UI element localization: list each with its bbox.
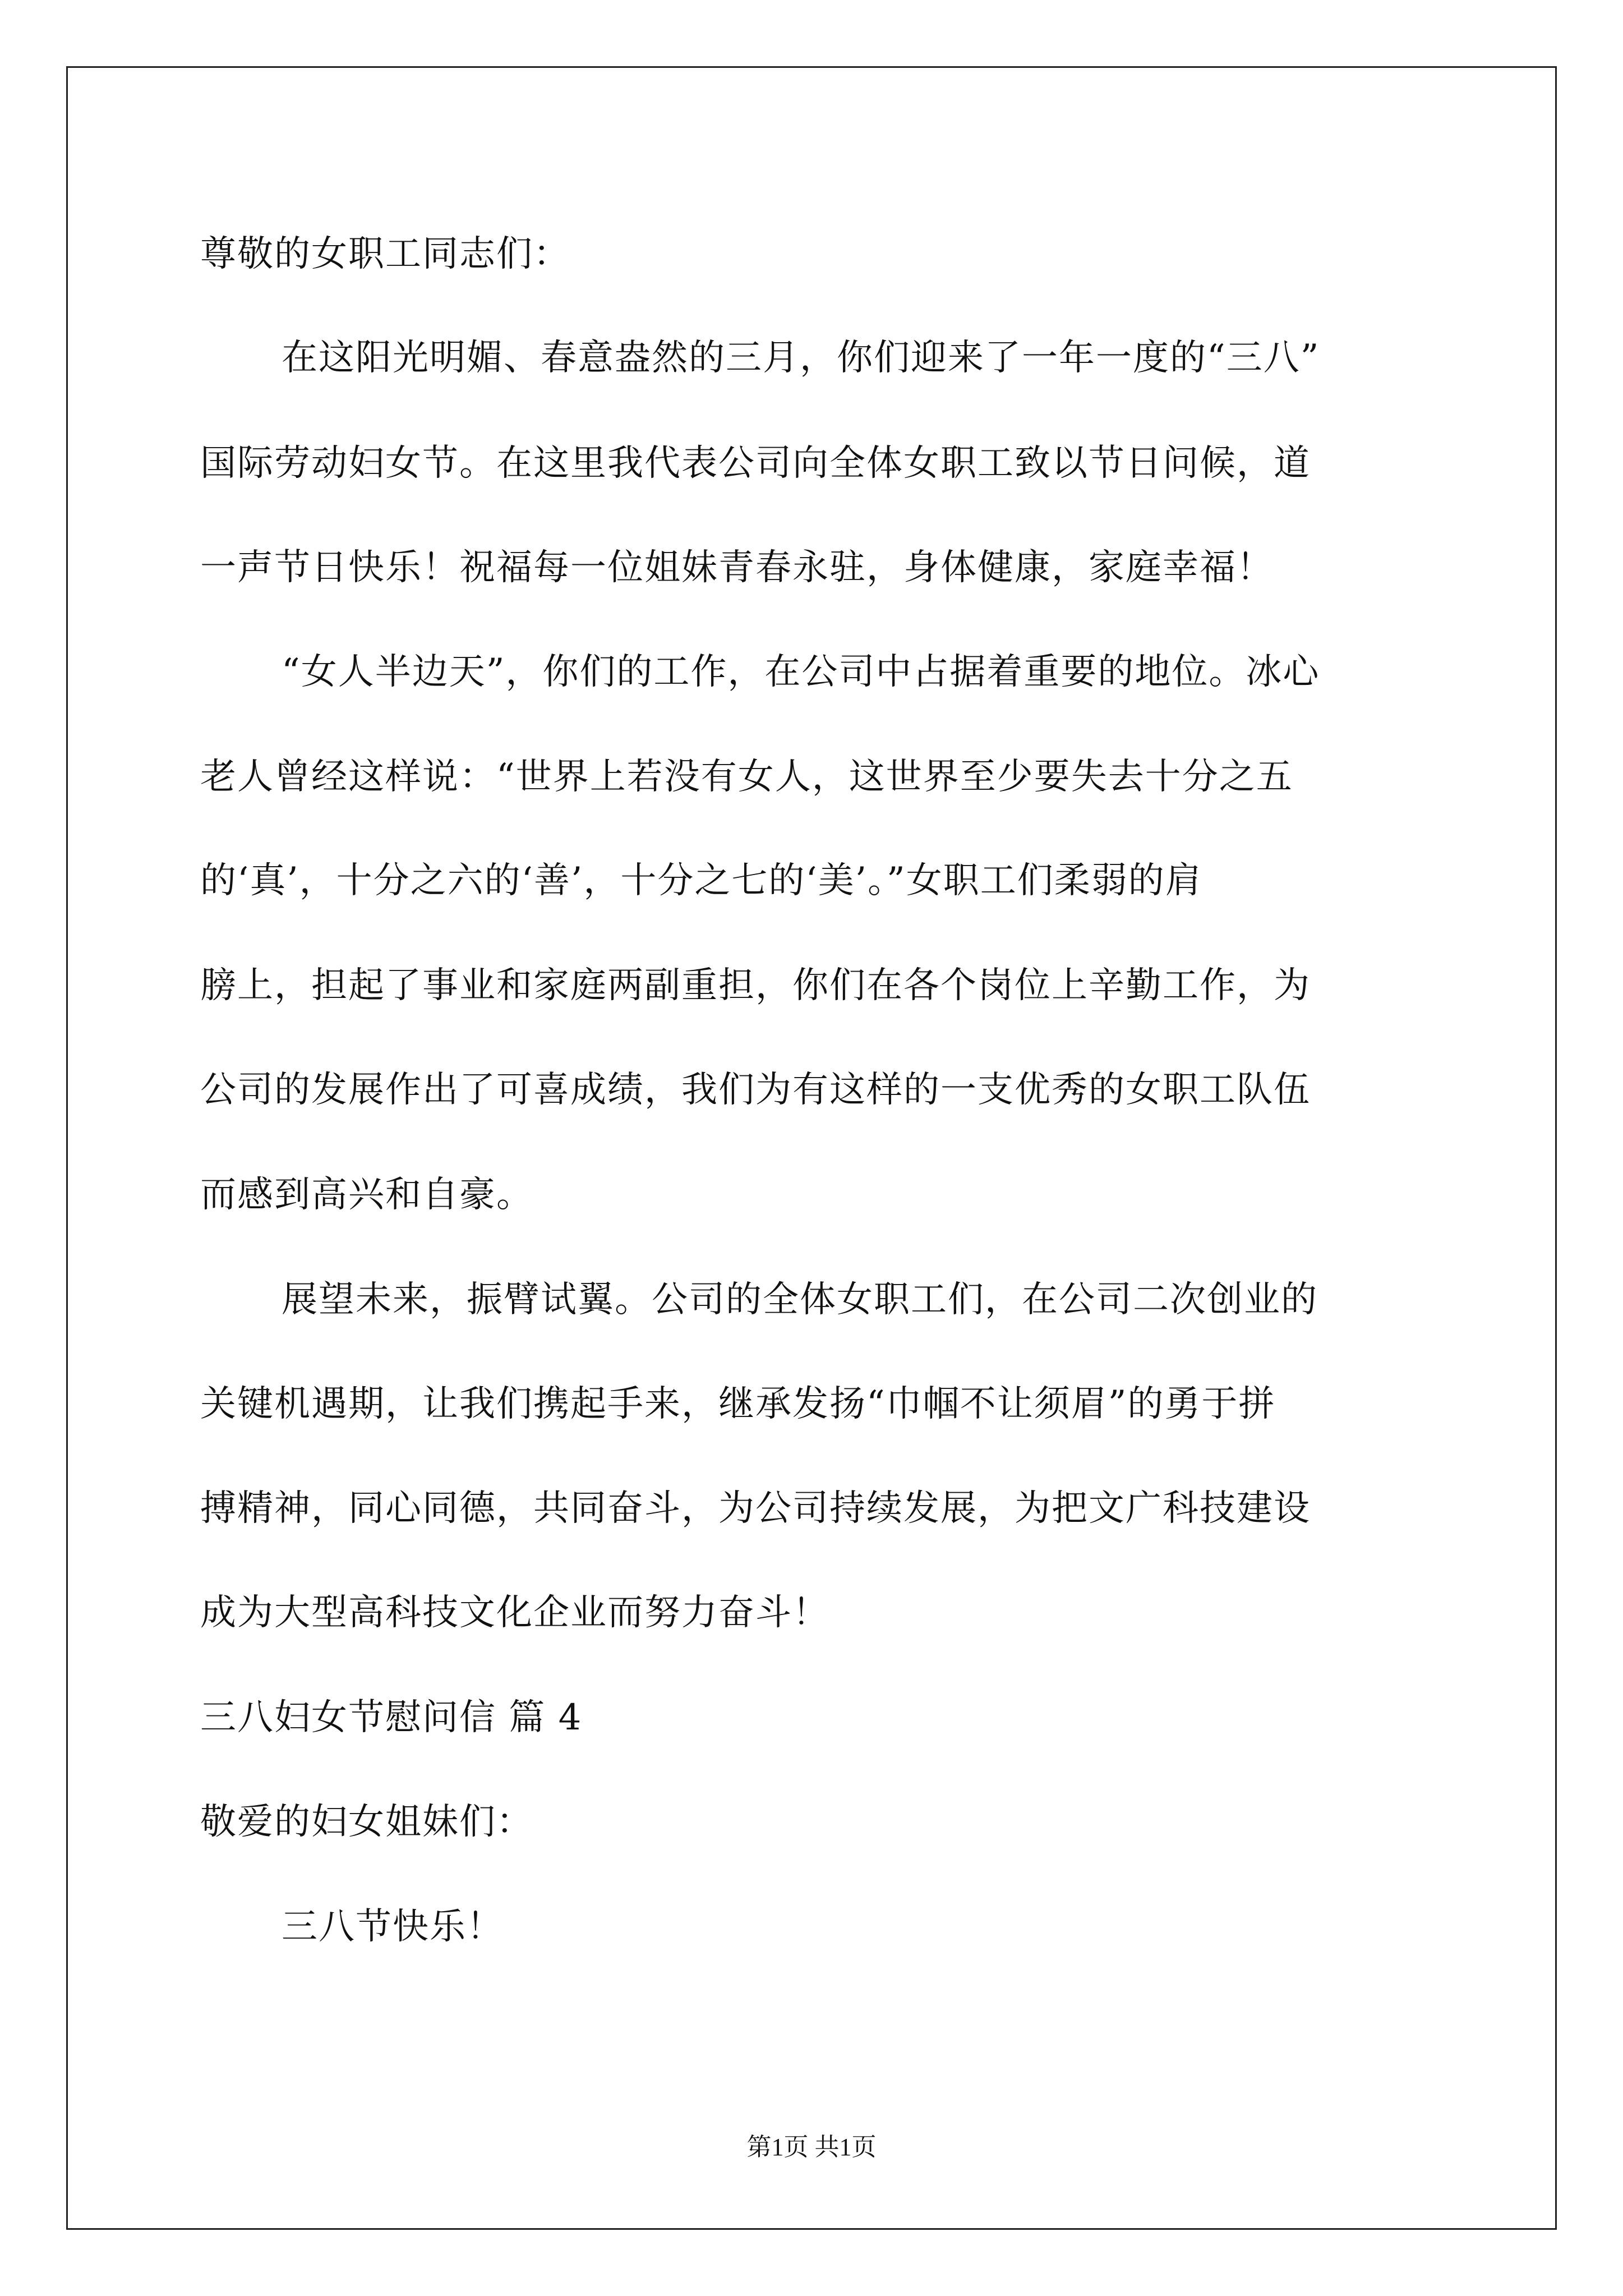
greeting-line: 三八节快乐！ [282,1906,504,1948]
paragraph-2-line-3: 的‘真’，十分之六的‘善’，十分之七的‘美’。”女职工们柔弱的肩 [200,860,1202,901]
paragraph-3-line-3: 搏精神，同心同德，共同奋斗，为公司持续发展，为把文广科技建设 [200,1488,1311,1529]
paragraph-3-line-4: 成为大型高科技文化企业而努力奋斗！ [200,1592,829,1634]
paragraph-2-line-1: “女人半边天”，你们的工作，在公司中占据着重要的地位。冰心 [282,651,1320,693]
section-heading: 三八妇女节慰问信 篇 4 [200,1697,583,1738]
paragraph-2-line-4: 膀上，担起了事业和家庭两副重担，你们在各个岗位上辛勤工作，为 [200,965,1311,1006]
paragraph-2-line-2: 老人曾经这样说：“世界上若没有女人，这世界至少要失去十分之五 [200,756,1293,798]
paragraph-3-line-1: 展望未来，振臂试翼。公司的全体女职工们，在公司二次创业的 [282,1279,1318,1320]
paragraph-1-line-3: 一声节日快乐！祝福每一位姐妹青春永驻，身体健康，家庭幸福！ [200,547,1274,588]
salutation: 尊敬的女职工同志们： [200,233,570,275]
paragraph-1-line-1: 在这阳光明媚、春意盎然的三月，你们迎来了一年一度的“三八” [282,337,1320,379]
page-footer: 第1页 共1页 [746,2133,877,2161]
paragraph-2-line-5: 公司的发展作出了可喜成绩，我们为有这样的一支优秀的女职工队伍 [200,1069,1311,1111]
paragraph-1-line-2: 国际劳动妇女节。在这里我代表公司向全体女职工致以节日问候，道 [200,443,1311,484]
salutation-2: 敬爱的妇女姐妹们： [200,1801,533,1843]
paragraph-2-line-6: 而感到高兴和自豪。 [200,1174,533,1216]
paragraph-3-line-2: 关键机遇期，让我们携起手来，继承发扬“巾帼不让须眉”的勇于拼 [200,1383,1276,1425]
